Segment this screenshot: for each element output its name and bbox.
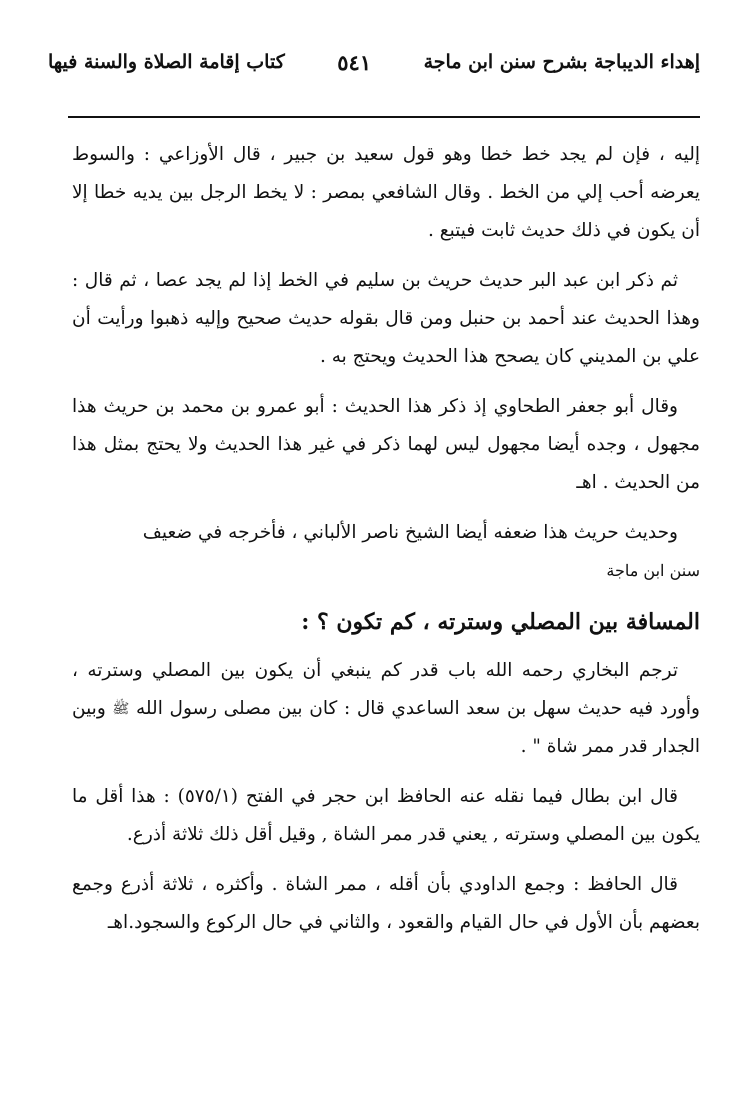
paragraph-2: ثم ذكر ابن عبد البر حديث حريث بن سليم في الخط إذا لم يجد عصا ، ثم قال : وهذا الحديث عند أحمد بن حنبل ومن قال بقوله حديث صحيح وإليه ذهبوا ورأيت أن علي بن المديني كان يصحح هذا الحديث ويحتج به . <box>72 270 700 367</box>
book-title: إهداء الديباجة بشرح سنن ابن ماجة <box>423 51 700 73</box>
section-heading: المسافة بين المصلي وسترته ، كم تكون ؟ : <box>301 609 700 635</box>
page-number: ٥٤١ <box>337 49 372 75</box>
paragraph-5 <box>72 652 700 766</box>
honorific-glyph: ﷺ <box>112 701 130 717</box>
paragraph-3: وقال أبو جعفر الطحاوي إذ ذكر هذا الحديث : أبو عمرو بن محمد بن حريث هذا مجهول ، وجده أيضا مجهول ليس لهما ذكر في غير هذا الحديث ولا يحتج بمثل هذا من الحديث . اهـ <box>72 396 700 493</box>
paragraph-1: إليه ، فإن لم يجد خط خطا وهو قول سعيد بن جبير ، قال الأوزاعي : والسوط يعرضه أحب إلي من الخط . وقال الشافعي بمصر : لا يخط الرجل بين يديه خطا إلا أن يكون في ذلك حديث ثابت فيتبع . <box>72 144 700 241</box>
page-header <box>48 42 700 82</box>
chapter-title: كتاب إقامة الصلاة والسنة فيها <box>48 51 285 73</box>
page-body <box>72 136 700 954</box>
paragraph-7: قال الحافظ : وجمع الداودي بأن أقله ، ممر الشاة . وأكثره ، ثلاثة أذرع وجمع بعضهم بأن الأول في حال القيام والقعود ، والثاني في حال الركوع والسجود.اهـ <box>72 874 700 933</box>
paragraph-4-text: وحديث حريث هذا ضعفه أيضا الشيخ ناصر الألباني ، فأخرجه في ضعيف <box>142 522 678 543</box>
header-divider <box>68 116 700 118</box>
paragraph-4 <box>72 514 700 552</box>
paragraph-4-tail: سنن ابن ماجة <box>606 561 700 580</box>
paragraph-5-text-a: ترجم البخاري رحمه الله باب قدر كم ينبغي أن يكون بين المصلي وسترته ، وأورد فيه حديث سهل بن سعد الساعدي قال : كان بين مصلى رسول الله <box>72 660 700 719</box>
paragraph-6: قال ابن بطال فيما نقله عنه الحافظ ابن حجر في الفتح (٥٧٥/١) : هذا أقل ما يكون بين المصلي وسترته , يعني قدر ممر الشاة , وقيل أقل ذلك ثلاثة أذرع. <box>72 786 700 845</box>
paragraph-5-text-b: وبين الجدار قدر ممر شاة " . <box>72 698 700 757</box>
